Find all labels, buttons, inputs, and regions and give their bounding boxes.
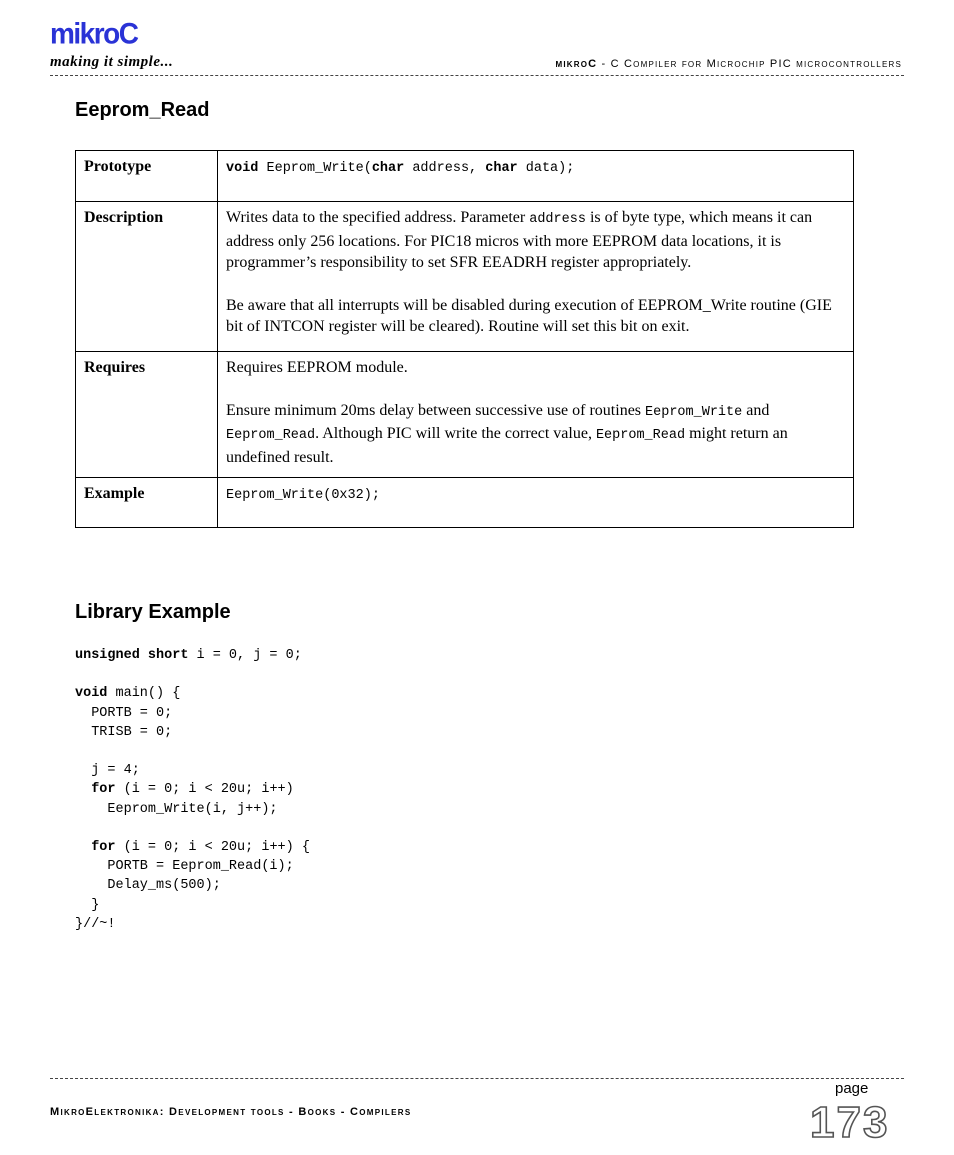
page-number: 173 [810, 1098, 890, 1147]
requires-text: Ensure minimum 20ms delay between successive use of routines [226, 401, 646, 419]
description-paragraph: Be aware that all interrupts will be disabled during execution of EEPROM_Write routine (GIE bit of INTCON register will be cleared). Routine will set this bit on exit. [226, 296, 832, 335]
code-text: (i = 0; i < 20u; i++) [115, 782, 294, 798]
prototype-kw-void: void [226, 161, 259, 176]
code-line: } [75, 897, 100, 913]
requires-value [218, 352, 854, 478]
header-divider [50, 75, 904, 76]
code-line: }//~! [75, 916, 116, 932]
header-title [555, 58, 902, 70]
code-keyword: unsigned short [75, 648, 189, 663]
table-row-description [76, 202, 854, 352]
code-keyword: void [75, 686, 108, 702]
prototype-part: address, [404, 161, 486, 176]
description-value [218, 202, 854, 352]
requires-paragraph [226, 400, 845, 469]
section-title-eeprom-read: Eeprom_Read [75, 99, 210, 121]
page-label: page [835, 1080, 869, 1097]
code-text: (i = 0; i < 20u; i++) { [115, 840, 310, 856]
example-label: Example [76, 478, 218, 528]
requires-text: . Although PIC will write the correct value, [315, 425, 596, 442]
code-text: main() { [107, 686, 181, 702]
prototype-part: data); [517, 161, 575, 176]
code-line: PORTB = 0; [75, 705, 173, 721]
description-text: Writes data to the specified address. Parameter [226, 209, 530, 226]
table-row-example [76, 478, 854, 528]
library-example-code [75, 646, 310, 934]
description-text: is of byte type, which means it can address only 256 locations. For PIC18 micros with more EEPROM data locations, it is programmer’s responsibility to set SFR EEADRH register appropriately. [226, 209, 813, 271]
requires-text: and [742, 401, 770, 419]
code-line: TRISB = 0; [75, 724, 173, 740]
example-value [218, 478, 854, 528]
code-line: Delay_ms(500); [75, 878, 221, 894]
requires-label: Requires [76, 352, 218, 478]
tagline: making it simple... [50, 54, 174, 70]
code-indent [75, 782, 91, 797]
code-text: i = 0, j = 0; [188, 648, 302, 663]
function-table [75, 150, 854, 528]
requires-text: might return an undefined result. [226, 425, 788, 466]
code-indent [75, 840, 91, 855]
code-line: j = 4; [75, 763, 140, 779]
requires-code: Eeprom_Read [226, 428, 316, 443]
requires-code: Eeprom_Write [645, 404, 743, 420]
section-title-library-example: Library Example [75, 601, 231, 623]
description-code: address [529, 212, 586, 227]
code-keyword: for [91, 840, 116, 856]
requires-code: Eeprom_Read [595, 428, 686, 443]
header-title-brand: mikroC [555, 58, 598, 70]
prototype-part: Eeprom_Write( [258, 161, 372, 176]
header-title-rest: - C Compiler for Microchip PIC microcontrollers [597, 58, 902, 70]
prototype-kw-char: char [485, 161, 518, 176]
prototype-value [218, 151, 854, 202]
code-line: PORTB = Eeprom_Read(i); [75, 859, 294, 875]
prototype-kw-char: char [371, 161, 405, 176]
table-row-requires [76, 352, 854, 478]
table-row-prototype [76, 151, 854, 202]
requires-paragraph: Requires EEPROM module. [226, 359, 408, 376]
mikroc-logo: mikroC [50, 17, 138, 50]
prototype-label: Prototype [76, 151, 218, 202]
code-keyword: for [91, 782, 116, 798]
description-paragraph [226, 207, 845, 274]
footer-text: MikroElektronika: Development tools - Books - Compilers [50, 1106, 412, 1118]
footer-divider [50, 1078, 904, 1079]
description-label: Description [76, 202, 218, 352]
example-code: Eeprom_Write(0x32); [226, 488, 380, 503]
code-line: Eeprom_Write(i, j++); [75, 801, 278, 817]
